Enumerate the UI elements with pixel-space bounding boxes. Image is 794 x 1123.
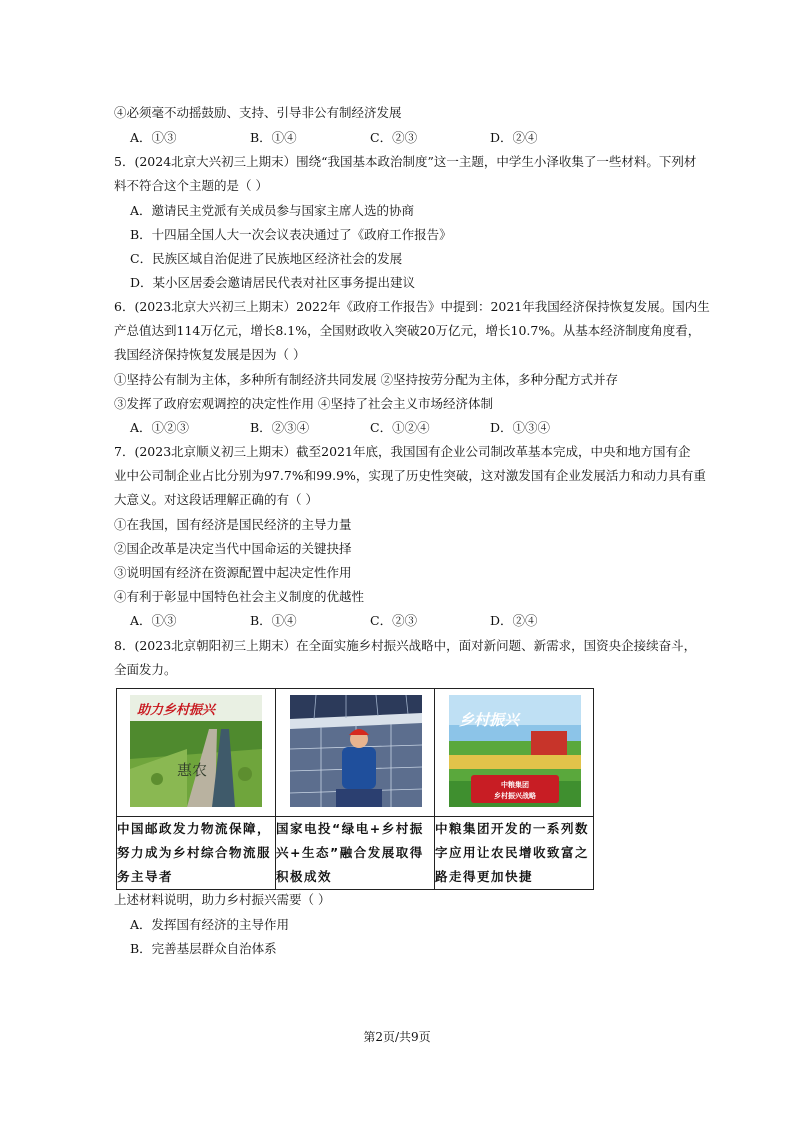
q7-stem-line3: 大意义。对这段话理解正确的有（ ） [114,492,318,507]
q6-option-c: C．①②④ [370,420,430,435]
q8-stem-line2: 全面发力。 [114,662,177,677]
q4-option-c: C．②③ [370,130,418,145]
solar-worker-photo [276,689,434,813]
material-table [116,688,594,890]
q4-option-a: A．①③ [130,130,177,145]
q6-option-a: A．①②③ [130,420,190,435]
q6-stem-line1: 6．(2023北京大兴初三上期末）2022年《政府工作报告》中提到：2021年我国经济保持恢复发展。国内生 [114,299,710,314]
q8-after-text: 上述材料说明，助力乡村振兴需要（ ） [114,892,331,907]
material-image-cell-1 [117,689,276,817]
cofco-badge-line2: 乡村振兴战略 [494,792,536,800]
cofco-rural-photo [435,689,593,813]
q6-stem-line3: 我国经济保持恢复发展是因为（ ） [114,347,306,362]
q7-item-1: ①在我国，国有经济是国民经济的主导力量 [114,517,352,532]
q8-stem-line1: 8．(2023北京朝阳初三上期末）在全面实施乡村振兴战略中，面对新问题、新需求，国资央企接续奋斗， [114,638,697,653]
cofco-rural-photo-title: 乡村振兴 [459,711,520,729]
q5-option-b: B．十四届全国人大一次会议表决通过了《政府工作报告》 [130,227,452,242]
q4-option-b: B．①④ [250,130,297,145]
q7-option-a: A．①③ [130,613,177,628]
q7-stem-line2: 业中公司制企业占比分别为97.7%和99.9%，实现了历史性突破，这对激发国有企业发展活力和动力具有重 [114,468,706,483]
q7-option-c: C．②③ [370,613,418,628]
q6-option-d: D．①③④ [490,420,551,435]
q7-options [130,612,610,630]
q7-option-b: B．①④ [250,613,297,628]
q7-item-2: ②国企改革是决定当代中国命运的关键抉择 [114,541,352,556]
q4-option-d: D．②④ [490,130,538,145]
q8-option-b: B．完善基层群众自治体系 [130,941,277,956]
page-footer: 第2页/共9页 [363,1030,431,1044]
q8-option-a: A．发挥国有经济的主导作用 [130,917,290,932]
q6-options [130,419,610,437]
q4-item-4: ④必须毫不动摇鼓励、支持、引导非公有制经济发展 [114,105,402,120]
q6-stem-line2: 产总值达到114万亿元，增长8.1%，全国财政收入突破20万亿元，增长10.7%。从基本经济制度角度看， [114,323,701,338]
cofco-badge-line1: 中粮集团 [501,781,529,789]
q6-option-b: B．②③④ [250,420,310,435]
q7-item-4: ④有利于彰显中国特色社会主义制度的优越性 [114,589,365,604]
q6-items-line2: ③发挥了政府宏观调控的决定性作用 ④坚持了社会主义市场经济体制 [114,396,493,411]
material-caption-2: 国家电投“绿电+乡村振兴+生态”融合发展取得积极成效 [276,817,435,890]
q5-option-a: A．邀请民主党派有关成员参与国家主席人选的协商 [130,203,415,218]
q6-items-line1: ①坚持公有制为主体，多种所有制经济共同发展 ②坚持按劳分配为主体，多种分配方式并存 [114,372,618,387]
q5-stem-line1: 5．(2024北京大兴初三上期末）围绕“我国基本政治制度”这一主题，中学生小泽收集了一些材料。下列材 [114,154,697,169]
q7-stem-line1: 7．(2023北京顺义初三上期末）截至2021年底，我国国有企业公司制改革基本完成，中央和地方国有企 [114,444,691,459]
material-caption-3: 中粮集团开发的一系列数字应用让农民增收致富之路走得更加快捷 [435,817,594,890]
material-caption-1: 中国邮政发力物流保障，努力成为乡村综合物流服务主导者 [117,817,276,890]
q7-item-3: ③说明国有经济在资源配置中起决定性作用 [114,565,352,580]
rural-road-photo [117,689,275,813]
q5-stem-line2: 料不符合这个主题的是（ ） [114,178,268,193]
q5-option-d: D．某小区居委会邀请居民代表对社区事务提出建议 [130,275,416,290]
material-image-cell-2 [276,689,435,817]
q5-option-c: C．民族区域自治促进了民族地区经济社会的发展 [130,251,403,266]
rural-road-photo-text: 惠农 [177,761,208,779]
rural-road-photo-title: 助力乡村振兴 [137,703,216,718]
q4-options [130,129,610,147]
q7-option-d: D．②④ [490,613,538,628]
material-image-cell-3 [435,689,594,817]
